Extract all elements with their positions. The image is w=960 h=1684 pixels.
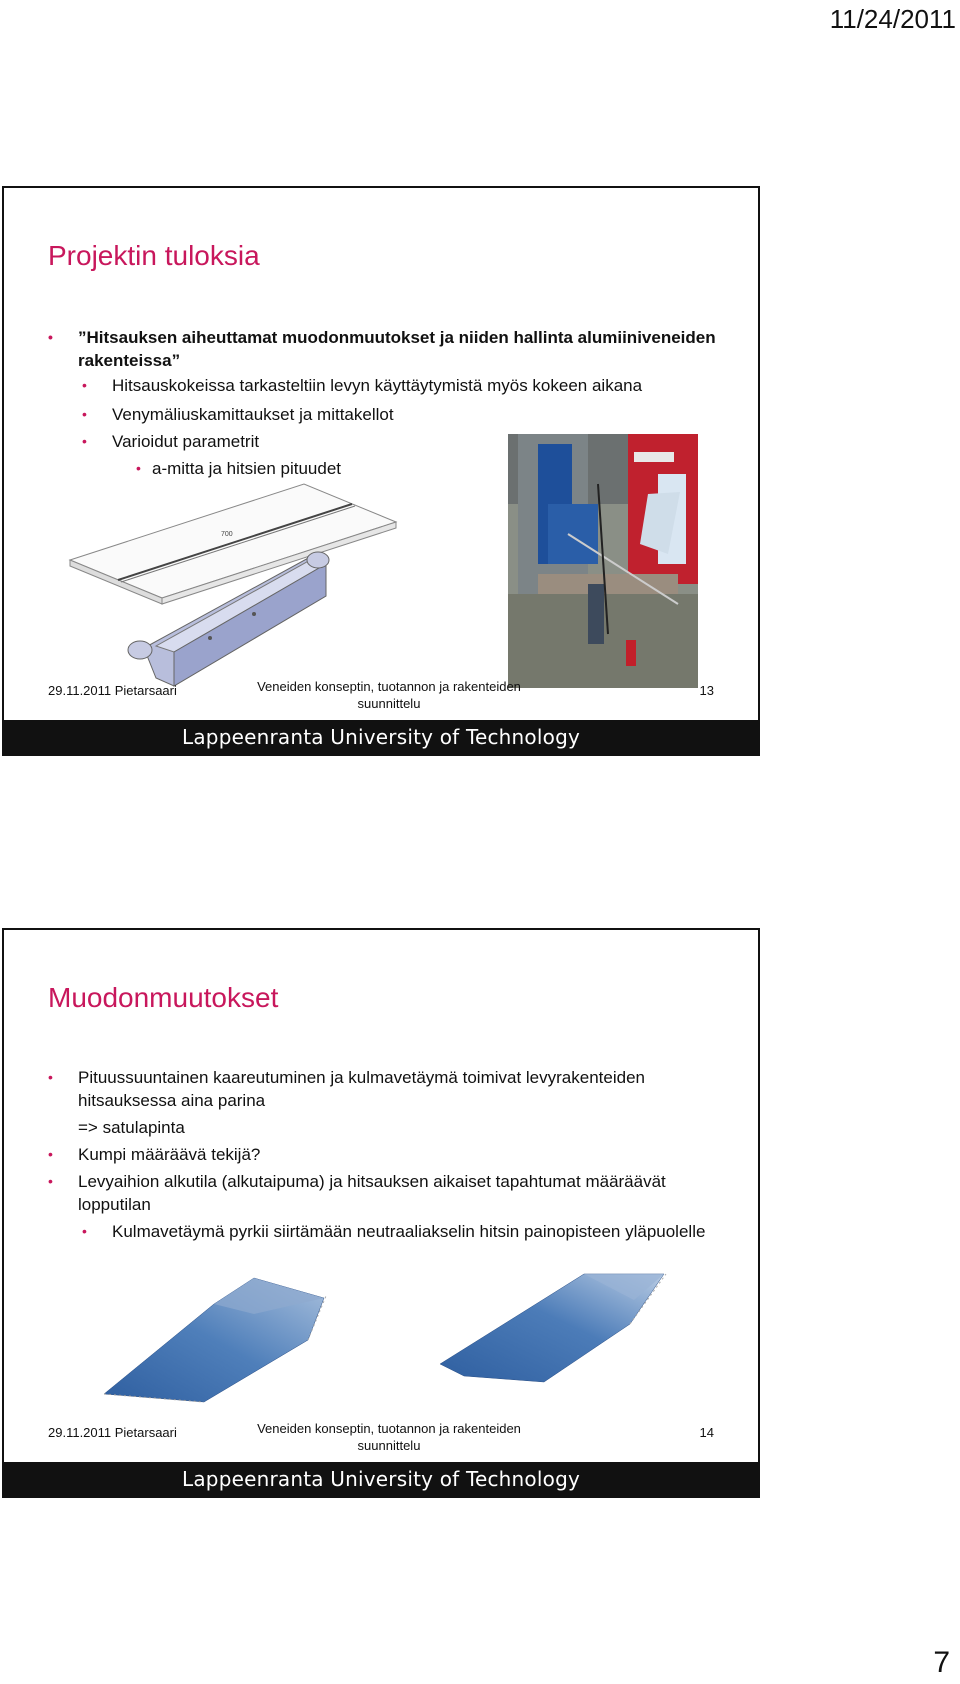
bullet-item: • Hitsauskokeissa tarkasteltiin levyn käyttäytymistä myös kokeen aikana — [82, 376, 643, 395]
bullet-dot-icon: • — [82, 406, 87, 422]
footer-course-title: Veneiden konseptin, tuotannon ja rakenteiden suunnittelu — [257, 1421, 521, 1453]
slide-title: Muodonmuutokset — [48, 982, 279, 1013]
bullet-item: • Varioidut parametrit — [82, 432, 260, 451]
bullet-list — [48, 1066, 738, 1243]
bullet-item: • Kulmavetäymä pyrkii siirtämään neutraaliakselin hitsin painopisteen yläpuolelle — [82, 1222, 706, 1241]
bullet-dot-icon: • — [48, 1069, 53, 1085]
footer-course-title: Veneiden konseptin, tuotannon ja rakenteiden suunnittelu — [257, 679, 521, 711]
slide-14 — [2, 928, 760, 1498]
bullet-item: • Venymäliuskamittaukset ja mittakellot — [82, 405, 394, 424]
welding-robot-photo — [508, 434, 698, 688]
cad-drawing-image — [64, 478, 404, 698]
footer-date: 29.11.2011 Pietarsaari — [48, 683, 177, 698]
bullet-dot-icon: • — [82, 377, 87, 393]
deformation-surface-plot-2 — [434, 1270, 684, 1394]
bullet-item: • Pituussuuntainen kaareutuminen ja kulmavetäymä toimivat levyrakenteiden hitsauksessa aina parina — [48, 1068, 645, 1110]
bullet-dot-icon: • — [48, 1146, 53, 1162]
bullet-item: => satulapinta — [78, 1118, 185, 1137]
university-bar — [4, 720, 758, 754]
page-date: 11/24/2011 — [829, 4, 956, 34]
dimension-label: 700 — [221, 531, 233, 538]
bullet-dot-icon: • — [136, 460, 141, 476]
slide-title: Projektin tuloksia — [48, 240, 260, 271]
slide-number: 13 — [699, 683, 714, 698]
page-number: 7 — [933, 1646, 950, 1679]
footer-date: 29.11.2011 Pietarsaari — [48, 1425, 177, 1440]
bullet-item: • ”Hitsauksen aiheuttamat muodonmuutokset ja niiden hallinta alumiiniveneiden rakenteissa” — [48, 328, 716, 370]
university-name: Lappeenranta University of Technology — [182, 725, 580, 749]
bullet-item: • Kumpi määräävä tekijä? — [48, 1145, 261, 1164]
bullet-dot-icon: • — [82, 1223, 87, 1239]
slide-13 — [2, 186, 760, 756]
deformation-surface-plot-1 — [94, 1274, 364, 1404]
bullet-dot-icon: • — [48, 329, 53, 345]
bullet-dot-icon: • — [82, 433, 87, 449]
bullet-item: • a-mitta ja hitsien pituudet — [136, 459, 341, 478]
slide-number: 14 — [699, 1425, 714, 1440]
university-name: Lappeenranta University of Technology — [182, 1467, 580, 1491]
bullet-dot-icon: • — [48, 1173, 53, 1189]
university-bar — [4, 1462, 758, 1496]
bullet-item: • Levyaihion alkutila (alkutaipuma) ja hitsauksen aikaiset tapahtumat määräävät lopputilan — [48, 1172, 666, 1214]
